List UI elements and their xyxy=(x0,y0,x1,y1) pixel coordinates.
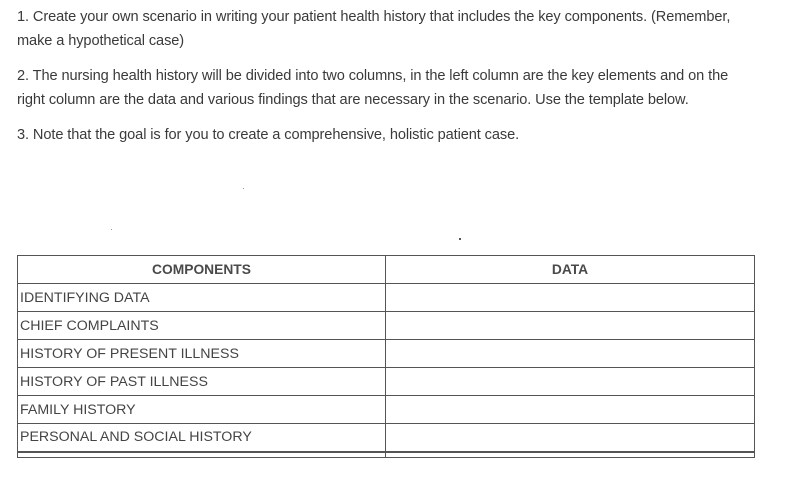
trailing-cell xyxy=(386,452,755,458)
component-label: CHIEF COMPLAINTS xyxy=(18,312,386,340)
components-column-header: COMPONENTS xyxy=(18,256,386,284)
trailing-cell xyxy=(18,452,386,458)
stray-mark xyxy=(459,238,461,240)
instruction-step-2: 2. The nursing health history will be divided into two columns, in the left column are the key elements and on the right column are the data and various findings that are necessary in the scenario. Use the template below. xyxy=(17,68,729,108)
table-row xyxy=(18,340,755,368)
table-row xyxy=(18,368,755,396)
health-history-template-table xyxy=(17,255,755,458)
table-row xyxy=(18,284,755,312)
component-label: FAMILY HISTORY xyxy=(18,396,386,424)
table-row xyxy=(18,312,755,340)
table-trailing-row xyxy=(18,452,755,458)
table-header-row xyxy=(18,256,755,284)
instruction-step-1: 1. Create your own scenario in writing your patient health history that includes the key components. (Remember, make a hypothetical case) xyxy=(17,9,731,49)
table-row xyxy=(18,396,755,424)
table-row xyxy=(18,424,755,452)
component-label: PERSONAL AND SOCIAL HISTORY xyxy=(18,424,386,452)
component-label: IDENTIFYING DATA xyxy=(18,284,386,312)
data-cell[interactable] xyxy=(386,284,755,312)
data-column-header: DATA xyxy=(386,256,755,284)
data-cell[interactable] xyxy=(386,368,755,396)
stray-mark xyxy=(111,229,112,230)
component-label: HISTORY OF PRESENT ILLNESS xyxy=(18,340,386,368)
instructions-block xyxy=(17,6,757,160)
component-label: HISTORY OF PAST ILLNESS xyxy=(18,368,386,396)
data-cell[interactable] xyxy=(386,424,755,452)
data-cell[interactable] xyxy=(386,340,755,368)
data-cell[interactable] xyxy=(386,312,755,340)
stray-mark xyxy=(243,188,244,189)
instruction-step-3: 3. Note that the goal is for you to create a comprehensive, holistic patient case. xyxy=(17,127,520,143)
data-cell[interactable] xyxy=(386,396,755,424)
